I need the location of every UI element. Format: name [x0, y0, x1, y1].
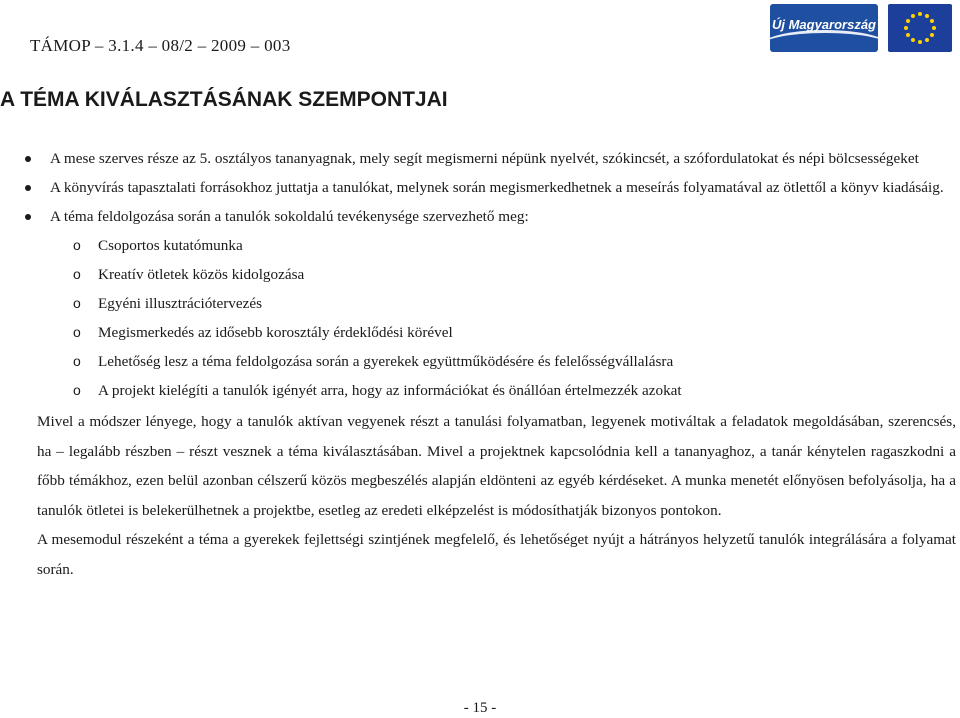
- project-code: TÁMOP – 3.1.4 – 08/2 – 2009 – 003: [30, 36, 291, 55]
- sub-marker: o: [73, 382, 81, 398]
- bullet-item: A könyvírás tapasztalati forrásokhoz juttatja a tanulókat, melynek során megismerkedhetnek a meseírás folyamatával az ötlettől a könyv kiadásáig.: [0, 173, 960, 202]
- sub-marker: o: [73, 295, 81, 311]
- sub-item-text: A projekt kielégíti a tanulók igényét arra, hogy az információkat és önállóan értelmezzék azokat: [98, 382, 682, 399]
- sub-marker: o: [73, 353, 81, 369]
- uj-magyarorszag-logo: [770, 4, 878, 52]
- header-logos: [770, 4, 952, 52]
- eu-flag-logo: [888, 4, 952, 52]
- sub-item-text: Egyéni illusztrációtervezés: [98, 295, 263, 312]
- body-paragraph: Mivel a módszer lényege, hogy a tanulók aktívan vegyenek részt a tanulási folyamatban, legyenek motiváltak a feladatok megoldásában, szerencsés, ha – legalább részben – részt vesznek a téma kiválasztásában. Mivel a projektnek kapcsolódnia kell a tananyaghoz, a tanár kénytelen ragaszkodni a főbb témákhoz, ezen belül azonban célszerű közös megbeszélés alapján eldönteni az egyéb kérdéseket. A munka menetét előnyösen befolyásolja, ha a tanulók ötletei is belekerülhetnek a projektbe, esetleg az eredeti elképzelést is módosíthatják bizonyos pontokon.: [37, 413, 956, 519]
- page-number: - 15 -: [463, 700, 497, 716]
- sub-item: [0, 318, 960, 347]
- sub-item: [0, 376, 960, 405]
- sub-item-text: Csoportos kutatómunka: [98, 237, 243, 254]
- logo-swoosh: [770, 30, 878, 52]
- logo-um-text: Új Magyarország: [771, 16, 877, 32]
- sub-item-text: Lehetőség lesz a téma feldolgozása során a gyerekek együttműködésére és felelősségvállalásra: [98, 353, 674, 370]
- document-body: [0, 144, 960, 584]
- sub-item: [0, 289, 960, 318]
- section-title: A TÉMA KIVÁLASZTÁSÁNAK SZEMPONTJAI: [0, 88, 448, 111]
- sub-marker: o: [73, 266, 81, 282]
- sub-item-text: Kreatív ötletek közös kidolgozása: [98, 266, 305, 283]
- eu-stars-icon: [888, 4, 952, 52]
- sub-item: [0, 231, 960, 260]
- sub-item: [0, 347, 960, 376]
- sub-item: [0, 260, 960, 289]
- sub-item-text: Megismerkedés az idősebb korosztály érdeklődési körével: [98, 324, 453, 341]
- sub-marker: o: [73, 324, 81, 340]
- body-paragraph: A mesemodul részeként a téma a gyerekek fejlettségi szintjének megfelelő, és lehetőséget nyújt a hátrányos helyzetű tanulók integrálására a folyamat során.: [37, 531, 956, 578]
- sub-marker: o: [73, 237, 81, 253]
- bullet-item: A mese szerves része az 5. osztályos tananyagnak, mely segít megismerni népünk nyelvét, szókincsét, a szófordulatokat és népi bölcsességeket: [0, 144, 960, 173]
- bullet-item: A téma feldolgozása során a tanulók sokoldalú tevékenysége szervezhető meg:: [0, 202, 960, 231]
